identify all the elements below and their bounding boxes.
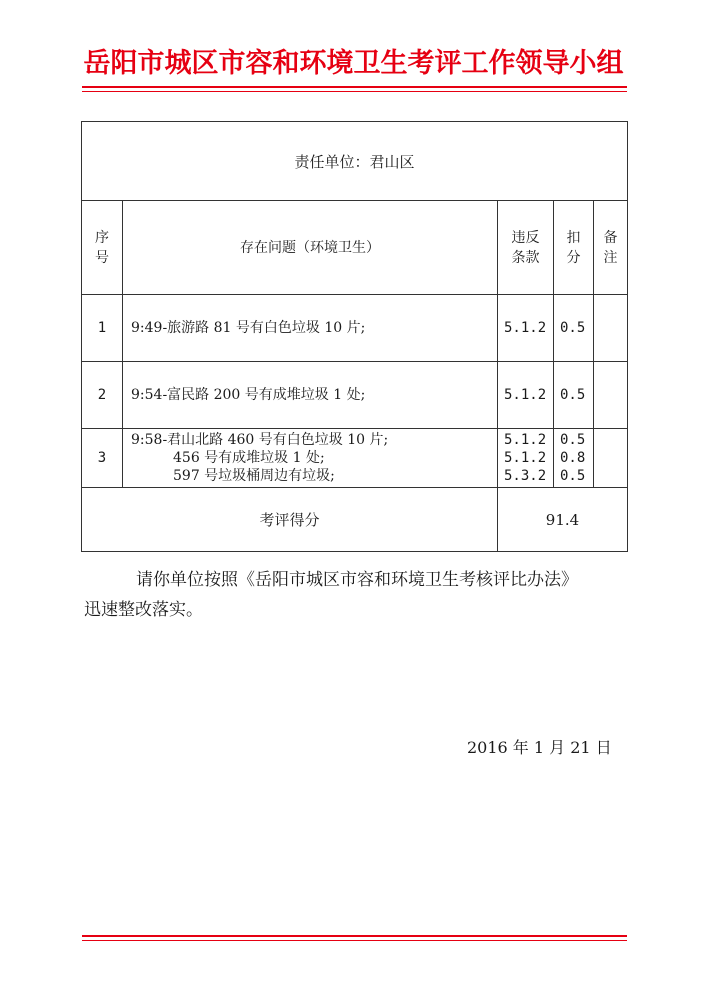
notice-line-1: 请你单位按照《岳阳市城区市容和环境卫生考核评比办法》	[136, 570, 578, 590]
responsible-unit: 责任单位：君山区	[82, 122, 628, 201]
row-seq: 1	[82, 295, 123, 362]
table-row	[82, 429, 628, 488]
letterhead-title: 岳阳市城区市容和环境卫生考评工作领导小组	[83, 48, 624, 79]
footer-rule-thick	[82, 935, 627, 937]
row-seq: 3	[82, 429, 123, 488]
score-label: 考评得分	[82, 488, 498, 552]
row-deduction: 0.5	[554, 295, 594, 362]
issue-date: 2016 年 1 月 21 日	[467, 738, 612, 757]
header-clause: 违反条款	[498, 201, 554, 295]
row-clause: 5.1.2 5.1.2 5.3.2	[498, 429, 554, 488]
table-row	[82, 295, 628, 362]
header-rule-thick	[82, 86, 627, 88]
header-remark: 备注	[594, 201, 628, 295]
inspection-table	[81, 121, 628, 552]
header-rule-thin	[82, 91, 627, 92]
row-clause: 5.1.2	[498, 362, 554, 429]
notice-line-2: 迅速整改落实。	[84, 600, 203, 620]
row-issue: 9:58-君山北路 460 号有白色垃圾 10 片; 456 号有成堆垃圾 1 处; 597 号垃圾桶周边有垃圾;	[123, 429, 498, 488]
row-seq: 2	[82, 362, 123, 429]
row-deduction: 0.5	[554, 362, 594, 429]
row-remark	[594, 295, 628, 362]
table-header-row	[82, 201, 628, 295]
row-issue: 9:49-旅游路 81 号有白色垃圾 10 片;	[123, 295, 498, 362]
header-issue: 存在问题（环境卫生）	[123, 201, 498, 295]
notice-text	[84, 565, 624, 625]
header-seq: 序号	[82, 201, 123, 295]
row-issue: 9:54-富民路 200 号有成堆垃圾 1 处;	[123, 362, 498, 429]
table-row	[82, 362, 628, 429]
footer-rule-thin	[82, 940, 627, 941]
score-row	[82, 488, 628, 552]
responsible-unit-row	[82, 122, 628, 201]
row-deduction: 0.5 0.8 0.5	[554, 429, 594, 488]
row-clause: 5.1.2	[498, 295, 554, 362]
row-remark	[594, 362, 628, 429]
header-deduction: 扣分	[554, 201, 594, 295]
row-remark	[594, 429, 628, 488]
score-value: 91.4	[498, 488, 628, 552]
